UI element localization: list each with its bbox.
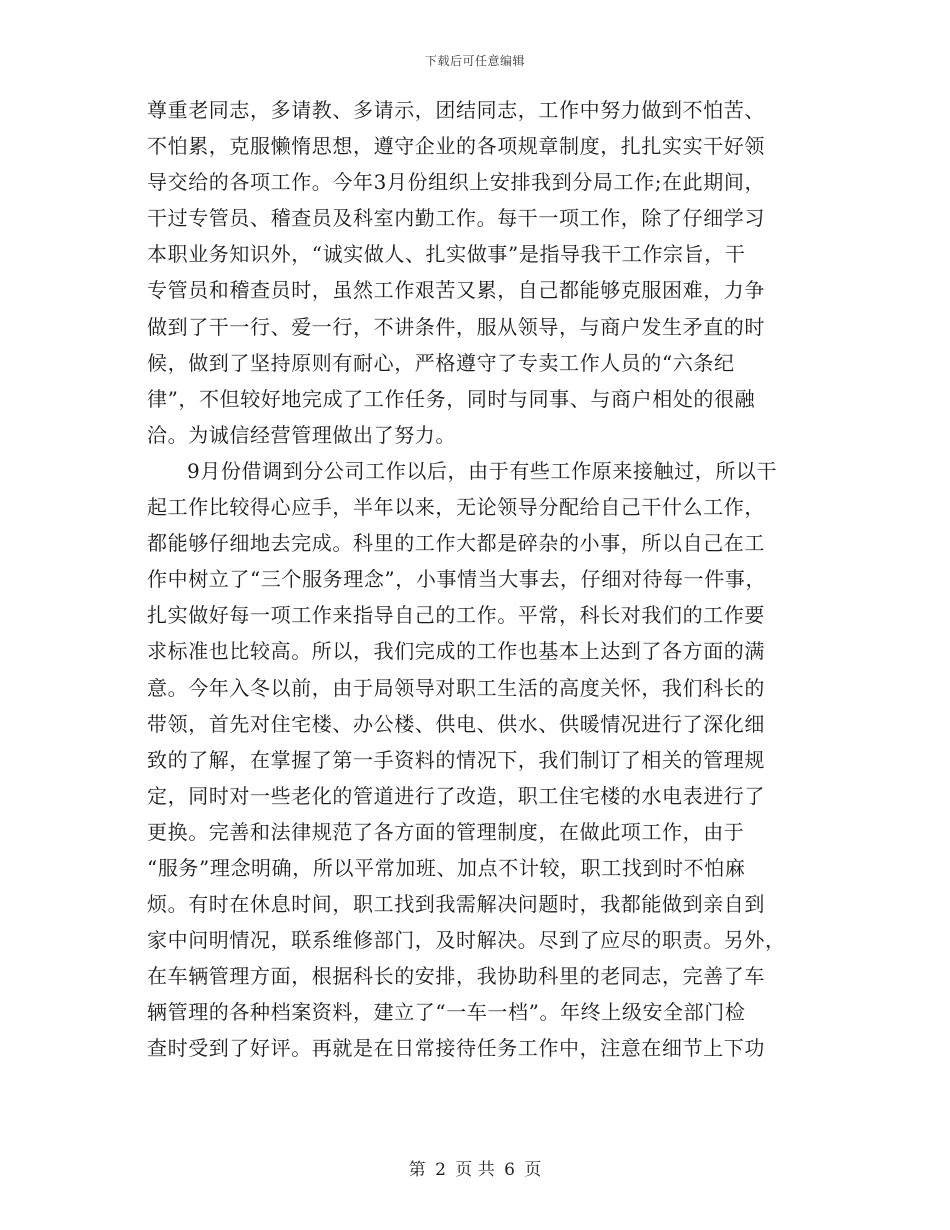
- text-line: 候，做到了坚持原则有耐心，严格遵守了专卖工作人员的“六条纪: [147, 350, 735, 375]
- text-line: 更换。完善和法律规范了各方面的管理制度，在做此项工作，由于: [147, 819, 745, 844]
- text-line: 尊重老同志，多请教、多请示，团结同志，工作中努力做到不怕苦、: [147, 98, 765, 122]
- current-page-number: 2: [435, 1160, 446, 1180]
- text-line: 做到了干一行、爱一行，不讲条件，服从领导，与商户发生矛直的时: [147, 314, 765, 339]
- document-body: [147, 92, 807, 1067]
- text-line: 不怕累，克服懒惰思想，遵守企业的各项规章制度，扎扎实实干好领: [147, 134, 765, 159]
- text-line: 烦。有时在休息时间，职工找到我需解决问题时，我都能做到亲自到: [147, 892, 765, 917]
- text-line: 带领，首先对住宅楼、办公楼、供电、供水、供暖情况进行了深化细: [147, 711, 765, 736]
- text-line: 导交给的各项工作。今年3月份组织上安排我到分局工作;在此期间，: [147, 170, 766, 195]
- text-line: 都能够仔细地去完成。科里的工作大都是碎杂的小事，所以自己在工: [147, 531, 765, 556]
- text-line: 专管员和稽查员时，虽然工作艰苦又累，自己都能够克服困难，力争: [147, 278, 765, 303]
- total-page-count: 6: [504, 1160, 515, 1180]
- text-line: 洽。为诚信经营管理做出了努力。: [147, 422, 456, 447]
- text-line: 作中树立了“三个服务理念”，小事情当大事去，仔细对待每一件事，: [147, 567, 767, 592]
- text-line: 查时受到了好评。再就是在日常接待任务工作中，注意在细节上下功: [147, 1036, 765, 1061]
- text-line: 定，同时对一些老化的管道进行了改造，职工住宅楼的水电表进行了: [147, 783, 765, 808]
- text-line: 律”，不但较好地完成了工作任务，同时与同事、与商户相处的很融: [147, 386, 756, 411]
- paragraph-1: [147, 92, 807, 453]
- paragraph-2: [147, 453, 807, 1067]
- footer-suffix: 页: [524, 1160, 542, 1180]
- page-number-footer: [0, 1155, 950, 1180]
- text-line: 在车辆管理方面，根据科长的安排，我协助科里的老同志，完善了车: [147, 964, 765, 989]
- text-line: 求标准也比较高。所以，我们完成的工作也基本上达到了各方面的满: [147, 639, 765, 664]
- text-line: 致的了解，在掌握了第一手资料的情况下，我们制订了相关的管理规: [147, 747, 765, 772]
- text-line: 扎实做好每一项工作来指导自己的工作。平常，科长对我们的工作要: [147, 603, 765, 628]
- text-line: 干过专管员、稽查员及科室内勤工作。每干一项工作，除了仔细学习: [147, 206, 765, 231]
- page-header: 下载后可任意编辑: [424, 54, 525, 68]
- text-line: 本职业务知识外，“诚实做人、扎实做事”是指导我干工作宗旨，干: [147, 242, 746, 267]
- footer-mid: 页 共: [455, 1160, 495, 1180]
- text-line: 辆管理的各种档案资料，建立了“一车一档”。年终上级安全部门检: [147, 1000, 746, 1025]
- text-line: 家中问明情况，联系维修部门，及时解决。尽到了应尽的职责。另外，: [147, 928, 786, 953]
- text-line: “服务”理念明确，所以平常加班、加点不计较，职工找到时不怕麻: [147, 855, 746, 880]
- footer-prefix: 第: [408, 1160, 426, 1180]
- text-line: 9月份借调到分公司工作以后，由于有些工作原来接触过，所以干: [187, 458, 778, 483]
- text-line: 意。今年入冬以前，由于局领导对职工生活的高度关怀，我们科长的: [147, 675, 765, 700]
- text-line: 起工作比较得心应手，半年以来，无论领导分配给自己干什么工作，: [147, 495, 765, 520]
